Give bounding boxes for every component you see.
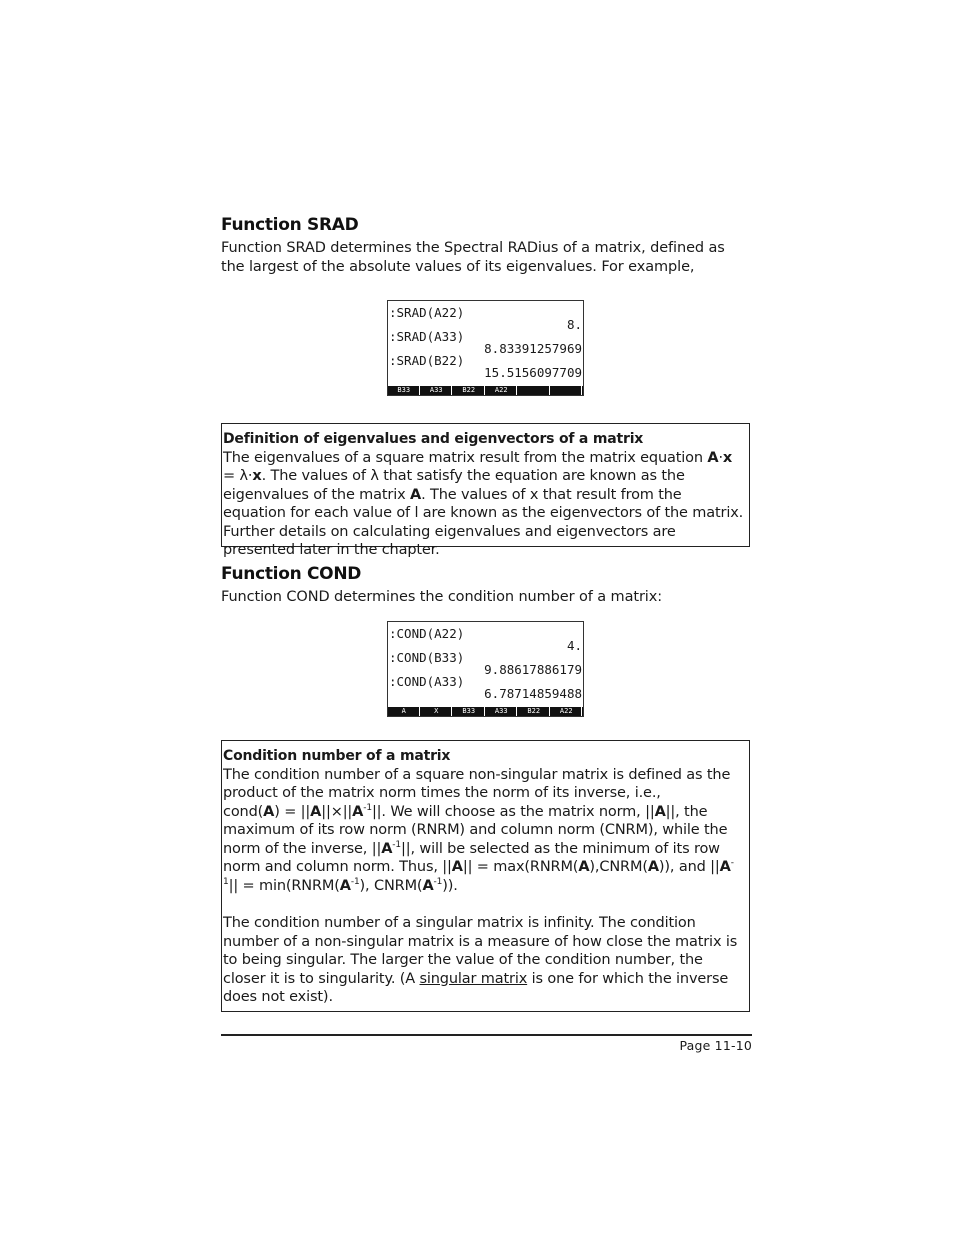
eigen-definition-box (221, 423, 750, 558)
calc-menu-key: A33 (422, 386, 453, 395)
calc-command-line: :COND(A33) (389, 674, 465, 689)
calc-result-line: 8.83391257969 (484, 341, 582, 356)
calc-menu-key: B22 (519, 707, 550, 716)
calc-soft-menu (388, 707, 583, 716)
calc-result-line: 8. (566, 317, 582, 332)
calc-command-line: :SRAD(A22) (389, 305, 465, 320)
calc-menu-key: X (422, 707, 453, 716)
calc-menu-key: B33 (454, 707, 485, 716)
calc-command-line: :COND(B33) (389, 650, 465, 665)
calc-menu-key: A33 (487, 707, 518, 716)
srad-intro: Function SRAD determines the Spectral RADius of a matrix, defined as the largest of the absolute values of its eigenvalues. For example, (221, 240, 725, 275)
footer-rule (221, 1034, 752, 1036)
singular-matrix-term: singular matrix (419, 970, 528, 987)
calc-menu-key: A22 (552, 707, 583, 716)
srad-heading: Function SRAD (221, 215, 359, 235)
eigen-box-text: The eigenvalues of a square matrix result from the matrix equation A⋅x = λ⋅x. The values of λ that satisfy the equation are known as the eigenvalues of the matrix A. The values of x that result from the equation for each value of l are known as the eigenvectors of the matrix. Further details on calculating eigenvalues and eigenvectors are presented later in the chapter. (223, 449, 744, 558)
calc-result-line: 6.78714859488 (484, 686, 582, 701)
cond-box-definition: The condition number of a square non-singular matrix is defined as the product of the matrix norm times the norm of its inverse, i.e., cond(A) = $||A||\times||A^{-1}||$. We will choose as the matrix norm, ||A||, the maximum of its row norm (RNRM) and column norm (CNRM), while the norm of the inverse, $||A^{-1}||$, will be selected as the minimum of its row norm and column norm. Thus, ||A|| = max(RNRM(A),CNRM(A)), and $||A^{-1}||$ = $\min(RNRM(A^{-1})$, $CNRM(A^{-1})$). (223, 766, 734, 894)
cond-intro: Function COND determines the condition number of a matrix: (221, 589, 662, 605)
eigen-box-title: Definition of eigenvalues and eigenvectors of a matrix (223, 431, 644, 447)
calc-result-line: 9.88617886179 (484, 662, 582, 677)
page-number: Page 11-10 (679, 1038, 752, 1053)
calc-menu-key: A22 (487, 386, 518, 395)
calc-result-line: 15.5156097709 (484, 365, 582, 380)
calc-menu-key: A (389, 707, 420, 716)
cond-calculator-screen (387, 621, 584, 717)
calc-menu-key: B22 (454, 386, 485, 395)
condition-number-box (221, 740, 750, 1012)
cond-box-singular: The condition number of a singular matrix is infinity. The condition number of a non-singular matrix is a measure of how close the matrix is to being singular. The larger the value of the condition number, the closer it is to singularity. (A singular matrix is one for which the inverse does not exist). (223, 915, 738, 1005)
calc-command-line: :SRAD(B22) (389, 353, 465, 368)
calc-command-line: :SRAD(A33) (389, 329, 465, 344)
srad-calculator-screen (387, 300, 584, 396)
calc-menu-key: B33 (389, 386, 420, 395)
calc-menu-key (552, 386, 583, 395)
cond-box-title: Condition number of a matrix (223, 748, 451, 764)
calc-command-line: :COND(A22) (389, 626, 465, 641)
calc-menu-key (519, 386, 550, 395)
calc-result-line: 4. (566, 638, 582, 653)
cond-heading: Function COND (221, 564, 362, 584)
calc-soft-menu (388, 386, 583, 395)
